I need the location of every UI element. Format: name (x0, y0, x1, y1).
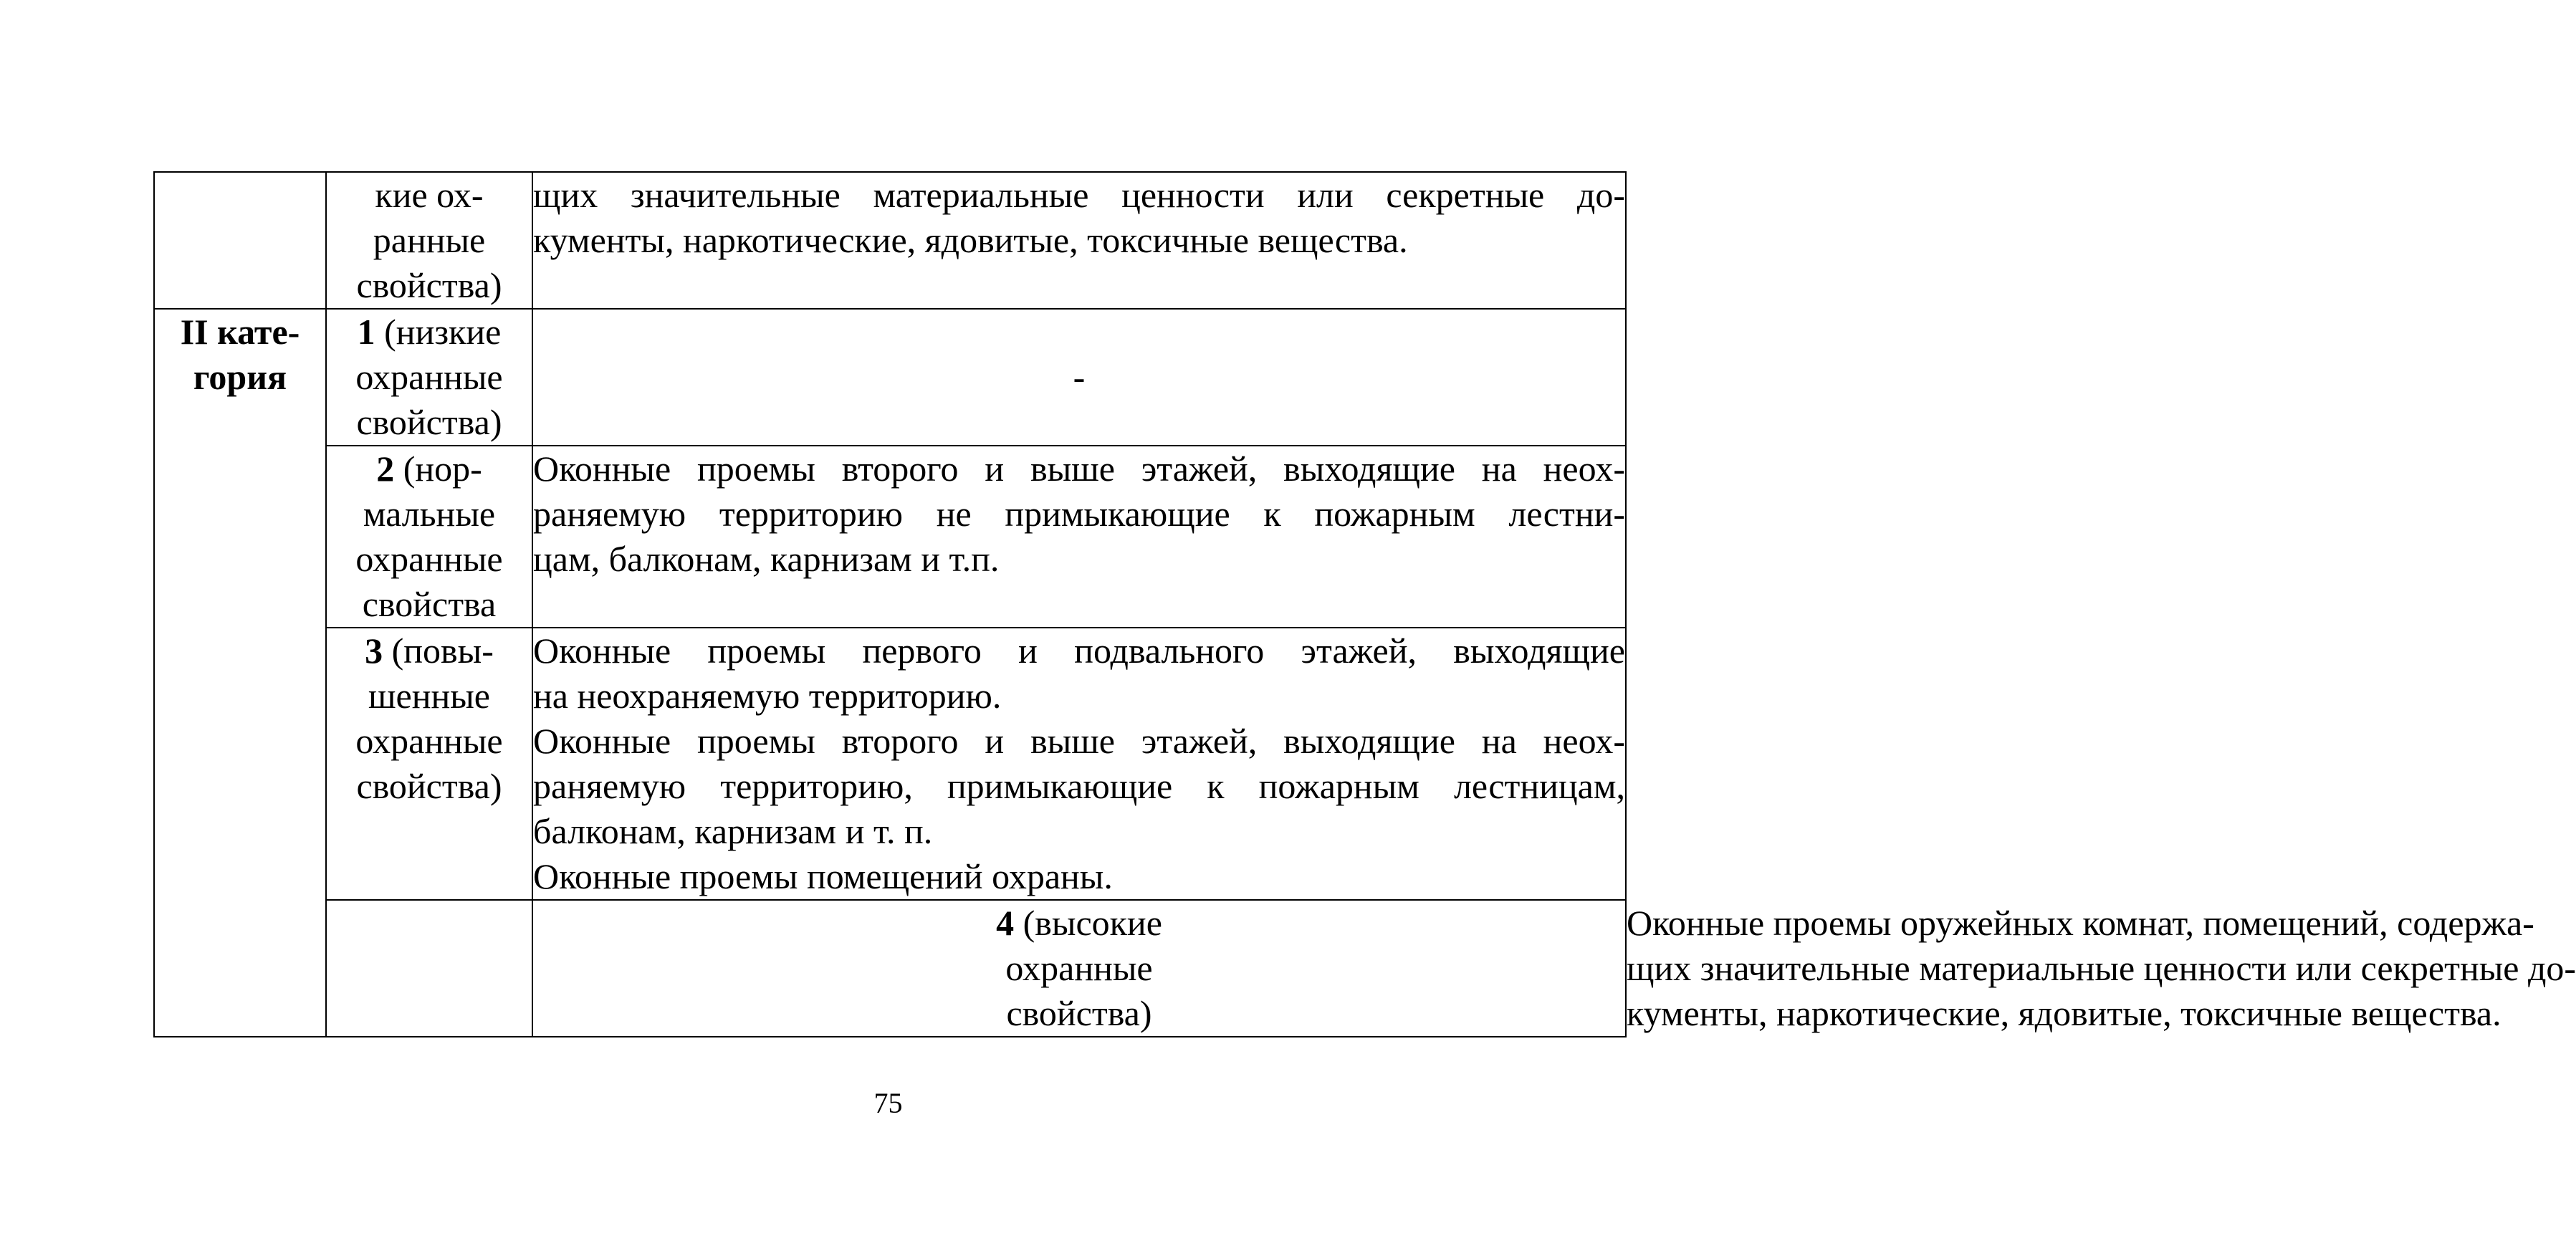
class-text: охранные (355, 357, 503, 397)
class-number: 2 (376, 449, 395, 489)
class-label (327, 628, 532, 674)
category-cell (154, 172, 326, 309)
class-text: свойства) (356, 265, 502, 305)
table-row (154, 446, 1626, 628)
category-text: гория (193, 357, 287, 397)
category-text: II кате- (180, 312, 300, 352)
class-cell (326, 172, 532, 309)
table-row (154, 172, 1626, 309)
class-text: охранные (355, 721, 503, 761)
class-text: (повы- (383, 631, 494, 671)
description-text: Оконные проемы помещений охраны. (533, 856, 1113, 896)
description-cell (532, 446, 1626, 628)
description-text: на неохраняемую территорию. (533, 676, 1002, 716)
class-cell (326, 628, 532, 900)
description-text: - (1073, 357, 1086, 397)
class-label (533, 901, 1625, 946)
window-classification-table (153, 171, 2576, 1037)
category-cell (326, 900, 532, 1037)
class-text: ранные (373, 220, 486, 260)
class-label (327, 446, 532, 492)
class-text: (высокие (1014, 903, 1162, 943)
class-text: охранные (1005, 948, 1153, 988)
class-text: свойства (362, 584, 497, 624)
category-cell (154, 309, 326, 1037)
class-label (327, 310, 532, 355)
class-text: (низкие (375, 312, 502, 352)
description-text: Оконные проемы первого и подвального этажей, выходящие (533, 631, 1625, 671)
class-text: шенные (368, 676, 490, 716)
page-number: 75 (873, 1087, 903, 1119)
table-row (154, 309, 1626, 446)
description-cell (532, 309, 1626, 446)
class-number: 4 (996, 903, 1015, 943)
description-text: Оконные проемы второго и выше этажей, выходящие на неох- (533, 721, 1625, 761)
class-text: охранные (355, 539, 503, 579)
table-row (154, 628, 1626, 900)
table-row: 4 (высокие охранные свойства) Оконные проемы оружейных комнат, помещений, содержа- щих значительные материальные ценности или секретные до- кументы, наркотические, ядовитые, токсичные вещества. (154, 900, 1626, 1037)
class-cell (532, 900, 1626, 1037)
class-number: 3 (365, 631, 383, 671)
class-cell (326, 446, 532, 628)
class-number: 1 (357, 312, 375, 352)
description-text: щих значительные материальные ценности или секретные до- (533, 175, 1625, 215)
class-text: свойства) (356, 402, 502, 442)
class-text: свойства) (1006, 993, 1152, 1033)
description-cell (532, 628, 1626, 900)
class-text: кие ох- (375, 175, 484, 215)
description-text: цам, балконам, карнизам и т.п. (533, 539, 1000, 579)
class-text: (нор- (394, 449, 482, 489)
description-cell (532, 172, 1626, 309)
description-text: Оконные проемы второго и выше этажей, выходящие на неох- (533, 449, 1625, 489)
description-text: балконам, карнизам и т. п. (533, 811, 933, 851)
class-cell (326, 309, 532, 446)
description-text: кументы, наркотические, ядовитые, токсичные вещества. (533, 220, 1408, 260)
description-text: раняемую территорию, примыкающие к пожарным лестницам, (533, 766, 1625, 806)
description-text: раняемую территорию не примыкающие к пожарным лестни- (533, 494, 1625, 534)
class-text: свойства) (356, 766, 502, 806)
class-text: мальные (363, 494, 496, 534)
